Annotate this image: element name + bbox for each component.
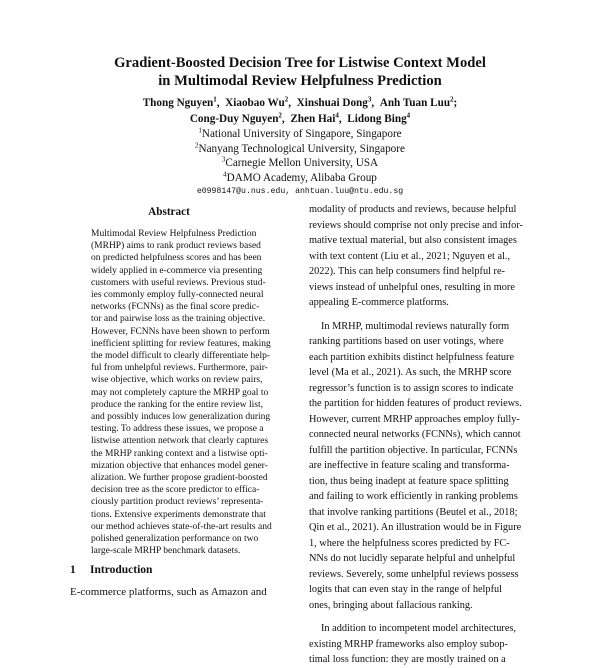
abstract-line: and possibly induces low generalization during: [91, 412, 271, 423]
abstract-line: networks (FCNNs) as the final score predic-: [91, 302, 260, 313]
paper-title: [40, 54, 560, 90]
body-text-line: the partition for hidden features of product reviews.: [309, 398, 522, 409]
body-text-line: and failing to work efficiently in ranking problems: [309, 491, 518, 502]
author-separator: ,: [281, 112, 285, 125]
body-text-line: mative textual material, but also consistent images: [309, 235, 517, 246]
author-name: Zhen Hai: [290, 112, 336, 125]
body-text-line: reviews. Severely, some unhelpful reviews possess: [309, 568, 519, 580]
right-column-text: [309, 202, 535, 668]
body-text-line: 1, where the helpfulness scores predicted by FC-: [309, 537, 510, 549]
affiliation-text: Nanyang Technological University, Singapore: [198, 142, 405, 155]
abstract-line: may not completely capture the MRHP goal to: [91, 387, 269, 398]
abstract-line: large-scale MRHP benchmark datasets.: [91, 546, 241, 557]
intro-paragraph: E-commerce platforms, such as Amazon and: [70, 586, 267, 598]
body-text-line: with text content (Liu et al., 2021; Nguyen et al.,: [309, 250, 511, 262]
body-text-line: tion, thus being inadept at feature space splitting: [309, 475, 509, 487]
abstract-line: ful from unhelpful reviews. Furthermore, pair-: [91, 363, 268, 374]
abstract-line: ies commonly employ fully-connected neural: [91, 290, 264, 301]
affiliation: [40, 142, 560, 157]
body-text-line: In MRHP, multimodal reviews naturally form: [321, 320, 510, 332]
abstract-line: inefficient splitting for review features, making: [91, 338, 271, 349]
body-text-line: In addition to incompetent model architectures,: [321, 623, 517, 634]
body-text-line: ranking partitions based on user votings, where: [309, 336, 504, 347]
author-separator: ,: [371, 97, 375, 109]
author-name: Cong-Duy Nguyen: [189, 112, 279, 125]
author-affil-marker: 4: [406, 110, 411, 119]
body-text-line: 2022). This can help consumers find helpful re-: [309, 266, 505, 277]
author-name: Anh Tuan Luu: [379, 97, 451, 109]
body-text-line: fulfill the partition objective. In particular, FCNNs: [309, 444, 518, 456]
author-affil-marker: 2: [284, 95, 289, 104]
author-list: [40, 96, 560, 127]
author-name: Thong Nguyen: [142, 97, 214, 109]
affiliation-marker: 1: [198, 126, 202, 135]
author-line: [40, 112, 560, 128]
abstract-line: alization. We further propose gradient-boosted: [91, 473, 268, 484]
affiliation-text: Carnegie Mellon University, USA: [225, 157, 379, 169]
body-text-line: timal loss function: they are mostly trained on a: [309, 654, 506, 665]
body-text-line: views instead of unhelpful ones, resulting in more: [309, 281, 515, 293]
abstract-line: customers with useful reviews. Previous stud-: [91, 277, 266, 288]
author-name: Xiaobao Wu: [225, 97, 285, 109]
body-text-line: reviews should comprise not only precise and infor-: [309, 219, 523, 231]
author-separator: ;: [453, 97, 458, 109]
author-separator: ,: [216, 97, 220, 109]
author-emails: e0998147@u.nus.edu, anhtuan.luu@ntu.edu.sg: [196, 187, 404, 196]
abstract-line: testing. To address these issues, we propose a: [91, 424, 264, 435]
body-text-line: modality of products and reviews, because helpful: [309, 204, 517, 215]
abstract-line: the MRHP ranking context and a listwise opti-: [91, 448, 268, 459]
abstract-line: widely applied in e-commerce via presenting: [91, 265, 263, 276]
author-affil-marker: 4: [335, 110, 339, 119]
affiliation-text: DAMO Academy, Alibaba Group: [226, 171, 377, 184]
section-title: Introduction: [90, 564, 153, 576]
body-text-line: are ineffective in feature scaling and transforma-: [309, 460, 510, 471]
affiliation-list: [40, 127, 560, 185]
body-text-line: ones, bringing about fallacious ranking.: [309, 599, 473, 611]
author-affil-marker: 2: [450, 95, 454, 104]
abstract-line: decision tree as the score predictor to effica-: [91, 485, 260, 496]
title-line: in Multimodal Review Helpfulness Prediction: [158, 73, 442, 89]
body-text-line: However, current MRHP approaches employ fully-: [309, 413, 520, 425]
abstract-line: the model difficult to clearly differentiate help-: [91, 351, 271, 362]
body-text-line: each partition exhibits distinct helpfulness feature: [309, 351, 515, 363]
body-text-line: logits that can even stay in the range of helpful: [309, 584, 503, 595]
body-text-line: that involve ranking partitions (Beutel et al., 2018;: [309, 506, 518, 518]
abstract-line: produce the ranking for the entire review list,: [91, 399, 263, 410]
abstract-body: [91, 228, 276, 557]
abstract-line: tions. Extensive experiments demonstrate that: [91, 509, 266, 520]
abstract-line: ciously partition product reviews’ representa-: [91, 497, 264, 508]
body-text-line: NNs do not lucidly separate helpful and unhelpful: [309, 553, 516, 564]
author-affil-marker: 1: [213, 95, 217, 104]
body-text-line: regressor’s function is to assign scores to indicate: [309, 382, 514, 394]
title-line: Gradient-Boosted Decision Tree for Listwise Context Model: [114, 55, 486, 71]
body-text-line: Qin et al., 2021). An illustration would be in Figure: [309, 522, 522, 533]
abstract-line: However, FCNNs have been shown to perform: [91, 326, 270, 337]
affiliation-marker: 2: [195, 140, 199, 149]
abstract-line: our method achieves state-of-the-art results and: [91, 521, 272, 532]
author-name: Lidong Bing: [347, 112, 407, 125]
section-number: 1: [70, 564, 76, 576]
abstract-heading: Abstract: [148, 206, 190, 218]
section-heading: [70, 564, 152, 576]
body-text-line: level (Ma et al., 2021). As such, the MRHP score: [309, 367, 512, 378]
abstract-line: mization objective that enhances model gener-: [91, 460, 268, 471]
body-text-line: appealing E-commerce platforms.: [309, 297, 449, 308]
abstract-line: Multimodal Review Helpfulness Prediction: [91, 229, 257, 239]
affiliation: [40, 127, 560, 142]
abstract-line: listwise attention network that clearly captures: [91, 436, 269, 447]
affiliation: [40, 156, 560, 171]
body-text-line: existing MRHP frameworks also employ subop-: [309, 638, 508, 650]
author-separator: ,: [288, 97, 292, 109]
affiliation-marker: 4: [223, 169, 227, 178]
author-separator: ,: [338, 112, 342, 125]
abstract-line: tor and pairwise loss as the training objective.: [91, 314, 266, 325]
paragraph-gap: [309, 311, 535, 319]
body-text-line: connected neural networks (FCNNs), which cannot: [309, 429, 521, 440]
paragraph-gap: [309, 613, 535, 621]
author-affil-marker: 3: [367, 95, 372, 104]
abstract-line: (MRHP) aims to rank product reviews based: [91, 241, 261, 252]
affiliation-text: National University of Singapore, Singapore: [201, 128, 402, 140]
author-affil-marker: 2: [278, 110, 282, 119]
abstract-line: wise objective, which works on review pairs,: [91, 375, 263, 386]
affiliation: [40, 171, 560, 186]
abstract-line: polished generalization performance on two: [91, 534, 259, 545]
author-line: [40, 96, 560, 112]
author-name: Xinshuai Dong: [296, 97, 368, 109]
abstract-line: on predicted helpfulness scores and has been: [91, 253, 262, 264]
affiliation-marker: 3: [221, 155, 226, 164]
